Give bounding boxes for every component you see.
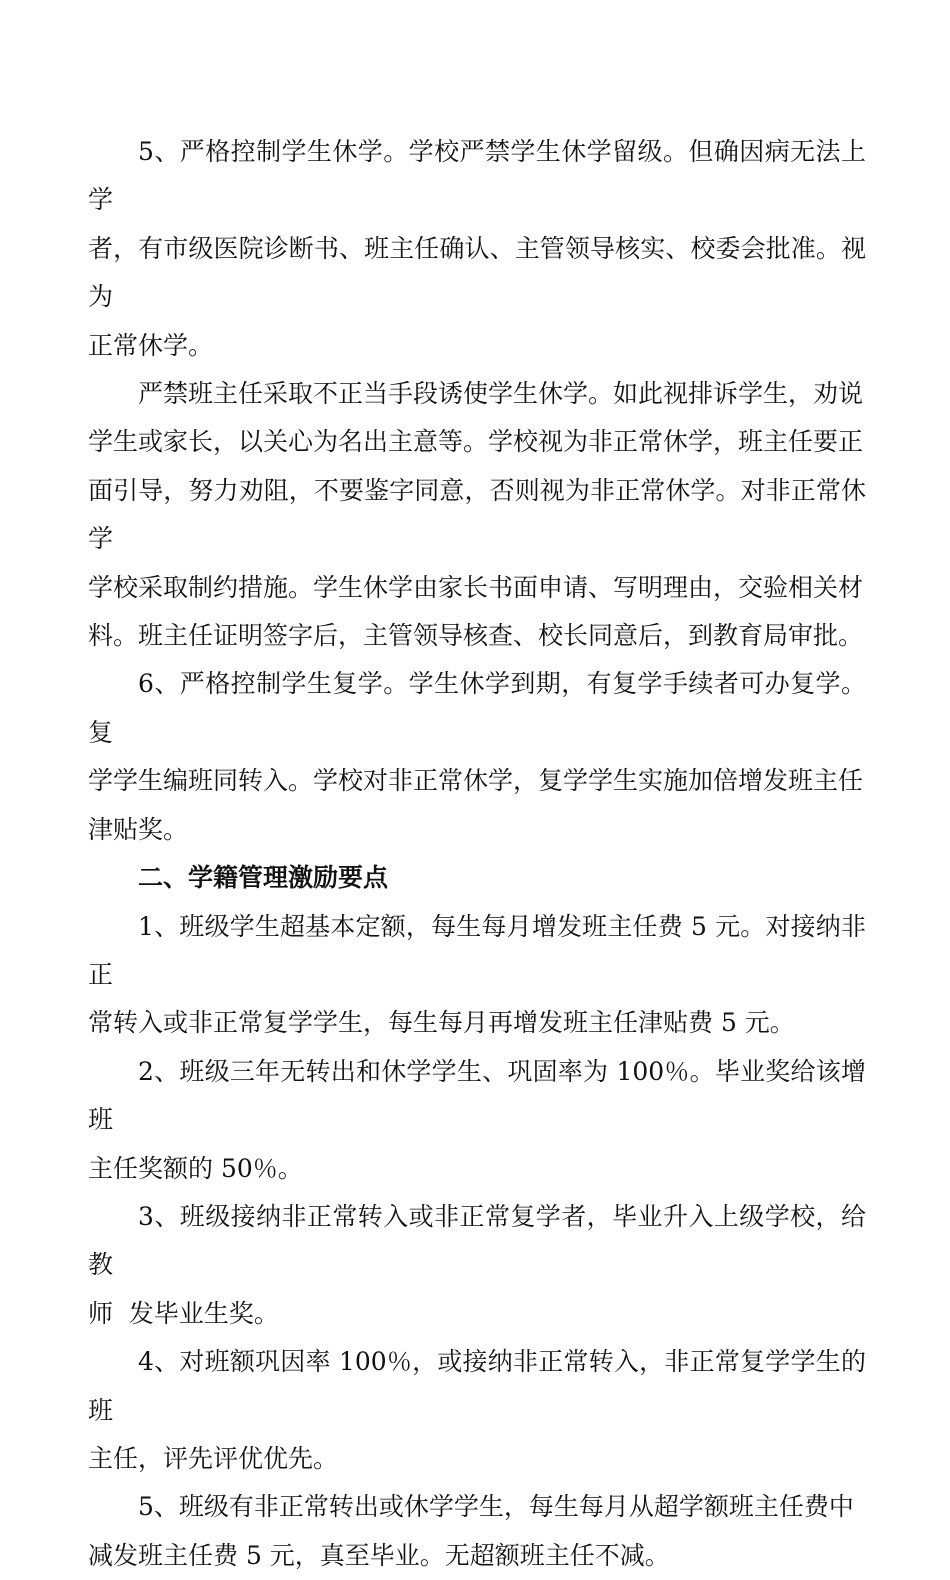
text-line: 学校采取制约措施。学生休学由家长书面申请、写明理由，交验相关材 bbox=[88, 572, 864, 602]
paragraph bbox=[88, 660, 866, 854]
text-line: 常转入或非正常复学学生，每生每月再增发班主任津贴费 5 元。 bbox=[88, 1008, 795, 1038]
text-line: 主任，评先评优优先。 bbox=[88, 1443, 339, 1473]
paragraph bbox=[88, 128, 866, 370]
paragraph bbox=[88, 1338, 866, 1483]
text-line: 3、班级接纳非正常转入或非正常复学者，毕业升入上级学校，给教 bbox=[88, 1201, 866, 1280]
text-line: 4、对班额巩因率 100％，或接纳非正常转入，非正常复学学生的班 bbox=[88, 1347, 866, 1425]
text-line: 1、班级学生超基本定额，每生每月增发班主任费 5 元。对接纳非正 bbox=[88, 911, 866, 989]
document-body bbox=[88, 128, 866, 1580]
text-line: 正常休学。 bbox=[88, 330, 214, 360]
paragraph bbox=[88, 1048, 866, 1193]
text-line: 严禁班主任采取不正当手段诱使学生休学。如此视排诉学生，劝说 bbox=[138, 379, 864, 409]
text-line: 6、严格控制学生复学。学生休学到期，有复学手续者可办复学。复 bbox=[88, 669, 866, 747]
paragraph bbox=[88, 1193, 866, 1338]
text-line: 料。班主任证明签字后，主管领导核查、校长同意后，到教育局审批。 bbox=[88, 621, 864, 651]
paragraph bbox=[88, 370, 866, 660]
text-line: 师 发毕业生奖。 bbox=[88, 1298, 279, 1328]
text-line: 5、班级有非正常转出或休学学生，每生每月从超学额班主任费中 bbox=[138, 1492, 854, 1522]
text-line: 主任奖额的 50％。 bbox=[88, 1153, 303, 1183]
text-line: 二、学籍管理激励要点 bbox=[138, 863, 389, 893]
text-line: 者，有市级医院诊断书、班主任确认、主管领导核实、校委会批准。视为 bbox=[88, 233, 866, 312]
text-line: 学学生编班同转入。学校对非正常休学，复学学生实施加倍增发班主任 bbox=[88, 766, 864, 796]
paragraph bbox=[88, 903, 866, 1048]
text-line: 津贴奖。 bbox=[88, 814, 189, 844]
text-line: 2、班级三年无转出和休学学生、巩固率为 100％。毕业奖给该增班 bbox=[88, 1056, 866, 1135]
text-line: 学生或家长，以关心为名出主意等。学校视为非正常休学，班主任要正 bbox=[88, 427, 864, 457]
section-heading bbox=[88, 854, 866, 902]
text-line: 面引导，努力劝阻，不要鉴字同意，否则视为非正常休学。对非正常休学 bbox=[88, 475, 866, 554]
paragraph bbox=[88, 1483, 866, 1580]
text-line: 减发班主任费 5 元，真至毕业。无超额班主任不减。 bbox=[88, 1540, 670, 1570]
text-line: 5、严格控制学生休学。学校严禁学生休学留级。但确因病无法上学 bbox=[88, 137, 866, 215]
